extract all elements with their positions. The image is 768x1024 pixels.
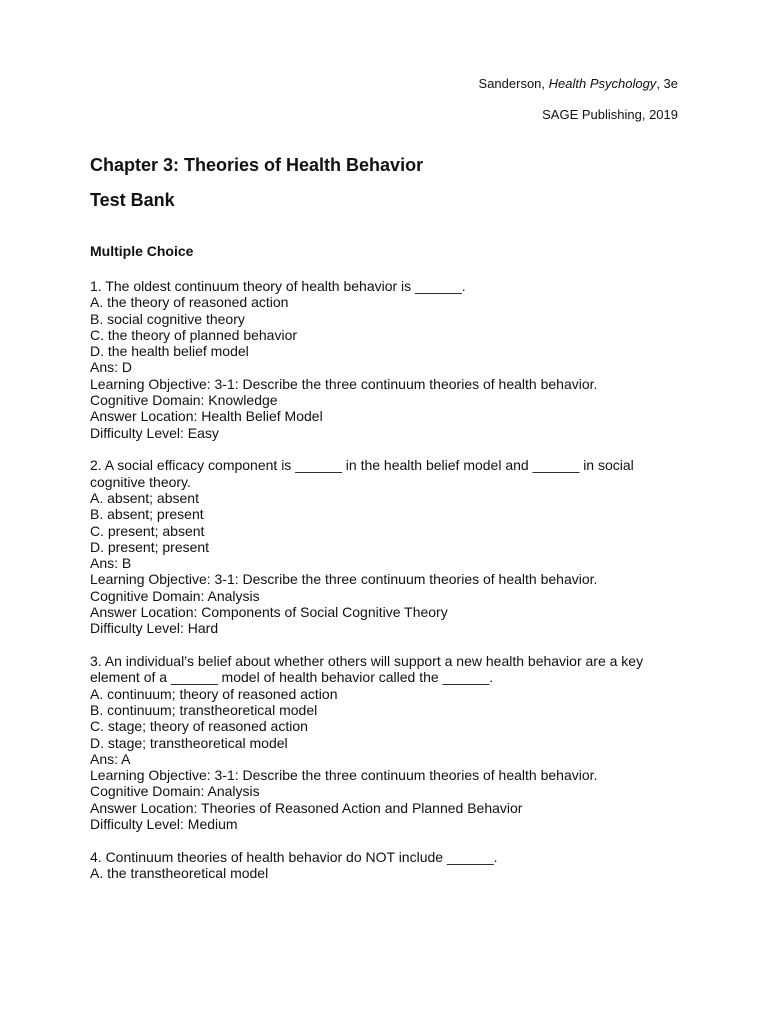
question-stem: 1. The oldest continuum theory of health behavior is ______. [90, 278, 466, 294]
cognitive-domain: Cognitive Domain: Analysis [90, 783, 260, 800]
answer-location: Answer Location: Theories of Reasoned Action and Planned Behavior [90, 799, 523, 816]
header-author: Sanderson, [478, 76, 549, 91]
question-item [90, 653, 682, 832]
question-stem: 2. A social efficacy component is ______ in the health belief model and ______ in social cognitive theory. [90, 457, 634, 490]
answer-key: Ans: A [90, 750, 131, 767]
answer-option: D. the health belief model [90, 343, 249, 360]
question-item [90, 278, 682, 441]
question-stem: 3. An individual’s belief about whether others will support a new health behavior are a key element of a ______ model of health behavior called the ______. [90, 653, 644, 686]
answer-key: Ans: B [90, 555, 132, 572]
answer-option: C. stage; theory of reasoned action [90, 718, 308, 735]
answer-option: D. stage; transtheoretical model [90, 734, 288, 751]
section-heading: Multiple Choice [90, 243, 194, 259]
difficulty-level: Difficulty Level: Medium [90, 815, 238, 832]
learning-objective: Learning Objective: 3-1: Describe the three continuum theories of health behavior. [90, 767, 598, 784]
difficulty-level: Difficulty Level: Easy [90, 424, 219, 441]
answer-option: B. absent; present [90, 506, 204, 523]
header-book-title: Health Psychology [548, 76, 657, 91]
chapter-title: Chapter 3: Theories of Health Behavior [90, 155, 424, 175]
header-citation [479, 76, 678, 92]
cognitive-domain: Cognitive Domain: Knowledge [90, 392, 278, 409]
answer-option: A. the transtheoretical model [90, 864, 269, 881]
answer-option: A. the theory of reasoned action [90, 294, 289, 311]
answer-location: Answer Location: Health Belief Model [90, 408, 323, 425]
learning-objective: Learning Objective: 3-1: Describe the three continuum theories of health behavior. [90, 571, 598, 588]
document-subtitle: Test Bank [90, 190, 175, 210]
cognitive-domain: Cognitive Domain: Analysis [90, 587, 260, 604]
header-publisher: SAGE Publishing, 2019 [542, 107, 678, 122]
answer-option: C. present; absent [90, 522, 205, 539]
difficulty-level: Difficulty Level: Hard [90, 620, 219, 637]
question-stem: 4. Continuum theories of health behavior do NOT include ______. [90, 848, 498, 865]
answer-location: Answer Location: Components of Social Cognitive Theory [90, 604, 448, 621]
header-edition: , 3e [656, 76, 678, 91]
answer-option: A. continuum; theory of reasoned action [90, 685, 338, 702]
answer-option: B. social cognitive theory [90, 310, 245, 327]
answer-option: C. the theory of planned behavior [90, 326, 298, 343]
answer-option: D. present; present [90, 538, 210, 555]
question-item [90, 849, 682, 882]
question-list [90, 278, 682, 898]
answer-option: B. continuum; transtheoretical model [90, 701, 318, 718]
question-item [90, 457, 682, 636]
answer-option: A. absent; absent [90, 489, 199, 506]
answer-key: Ans: D [90, 359, 133, 376]
learning-objective: Learning Objective: 3-1: Describe the three continuum theories of health behavior. [90, 375, 598, 392]
